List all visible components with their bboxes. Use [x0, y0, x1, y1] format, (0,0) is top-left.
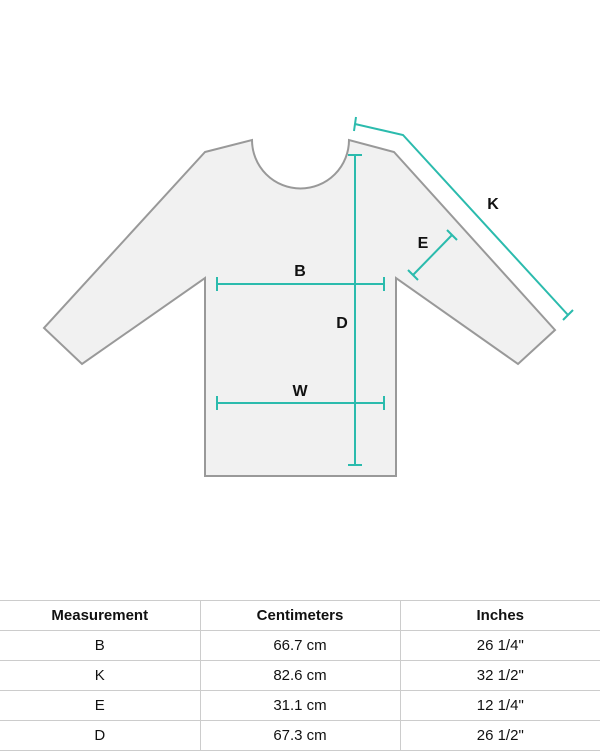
label-k: K: [487, 196, 499, 213]
table-row: [0, 661, 600, 691]
cell-inches: 32 1/2": [400, 661, 600, 691]
table-row: [0, 631, 600, 661]
cell-inches: 26 1/4": [400, 631, 600, 661]
cell-centimeters: 67.3 cm: [200, 721, 400, 751]
cell-centimeters: 31.1 cm: [200, 691, 400, 721]
header-centimeters: Centimeters: [200, 601, 400, 631]
cell-inches: 12 1/4": [400, 691, 600, 721]
label-b: B: [294, 263, 306, 280]
sweater-outline: [44, 140, 555, 476]
label-e: E: [417, 235, 429, 252]
cell-measurement: K: [0, 661, 200, 691]
label-d: D: [336, 315, 348, 332]
header-measurement: Measurement: [0, 601, 200, 631]
table-row: [0, 691, 600, 721]
size-chart-table: [0, 600, 600, 751]
table-header-row: [0, 601, 600, 631]
header-inches: Inches: [400, 601, 600, 631]
cell-measurement: B: [0, 631, 200, 661]
cell-centimeters: 66.7 cm: [200, 631, 400, 661]
cell-measurement: D: [0, 721, 200, 751]
table-row: [0, 721, 600, 751]
cell-measurement: E: [0, 691, 200, 721]
cell-inches: 26 1/2": [400, 721, 600, 751]
cell-centimeters: 82.6 cm: [200, 661, 400, 691]
label-w: W: [292, 383, 308, 400]
